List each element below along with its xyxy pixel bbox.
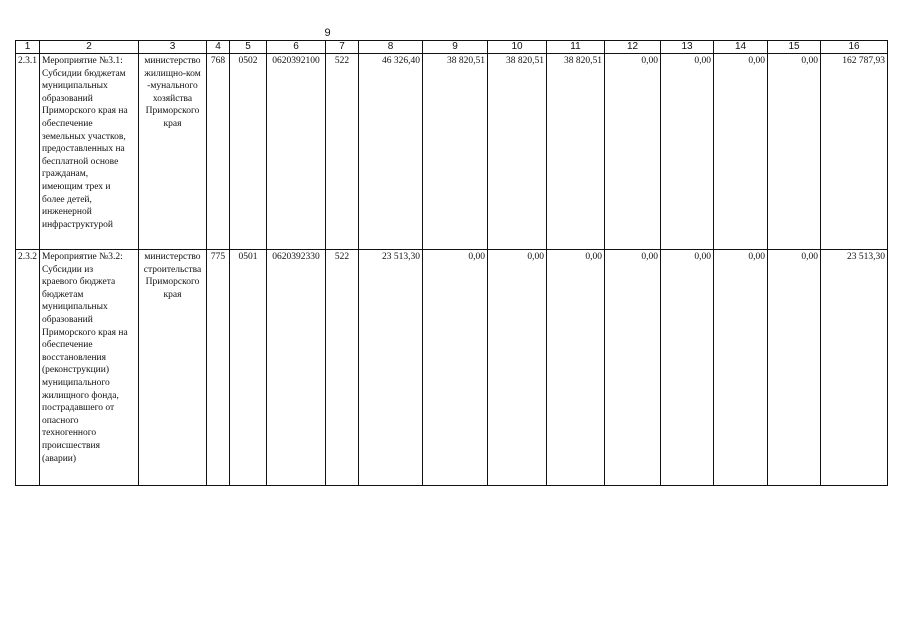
target-article-code: 0620392100 [267,54,326,250]
column-header: 9 [423,41,488,54]
column-header: 7 [326,41,359,54]
amount-cell: 0,00 [661,250,714,486]
column-header: 2 [40,41,139,54]
column-header: 8 [359,41,423,54]
row-number: 2.3.1 [16,54,40,250]
amount-cell: 0,00 [768,54,821,250]
amount-cell: 23 513,30 [359,250,423,486]
amount-cell: 0,00 [423,250,488,486]
measure-name: Мероприятие №3.2: Субсидии из краевого бюджета бюджетам муниципальных образований Приморского края на обеспечение восстановления (реконструкции) муниципального жилищного фонда, пострадавшего от опасного техногенного происшествия (аварии) [42,252,128,464]
row-number: 2.3.2 [16,250,40,486]
section-code: 0501 [230,250,267,486]
section-code: 0502 [230,54,267,250]
header-row [16,41,888,54]
column-header: 14 [714,41,768,54]
table-row [16,54,888,250]
amount-cell: 0,00 [714,54,768,250]
total-cell: 162 787,93 [821,54,888,250]
executor-name: министерство строительства Приморского края [143,252,202,300]
program-table [15,40,888,486]
column-header: 6 [267,41,326,54]
page-number: 9 [324,27,331,39]
amount-cell: 0,00 [547,250,605,486]
ministry-code: 775 [207,250,230,486]
total-cell: 23 513,30 [821,250,888,486]
expense-type-code: 522 [326,54,359,250]
column-header: 11 [547,41,605,54]
measure-name: Мероприятие №3.1: Субсидии бюджетам муниципальных образований Приморского края на обеспечение земельных участков, предоставленных на бесплатной основе гражданам, имеющим трех и более детей, инженерной инфраструктурой [42,56,128,230]
column-header: 13 [661,41,714,54]
amount-cell: 38 820,51 [547,54,605,250]
amount-cell: 0,00 [488,250,547,486]
target-article-code: 0620392330 [267,250,326,486]
amount-cell: 0,00 [661,54,714,250]
column-header: 12 [605,41,661,54]
amount-cell: 46 326,40 [359,54,423,250]
column-header: 10 [488,41,547,54]
column-header: 5 [230,41,267,54]
amount-cell: 0,00 [714,250,768,486]
expense-type-code: 522 [326,250,359,486]
table-row [16,250,888,486]
amount-cell: 0,00 [605,54,661,250]
amount-cell: 38 820,51 [488,54,547,250]
executor-name: министерство жилищно-ком -мунального хозяйства Приморского края [144,56,201,129]
column-header: 3 [139,41,207,54]
column-header: 15 [768,41,821,54]
amount-cell: 38 820,51 [423,54,488,250]
ministry-code: 768 [207,54,230,250]
amount-cell: 0,00 [768,250,821,486]
column-header: 4 [207,41,230,54]
column-header: 16 [821,41,888,54]
column-header: 1 [16,41,40,54]
amount-cell: 0,00 [605,250,661,486]
